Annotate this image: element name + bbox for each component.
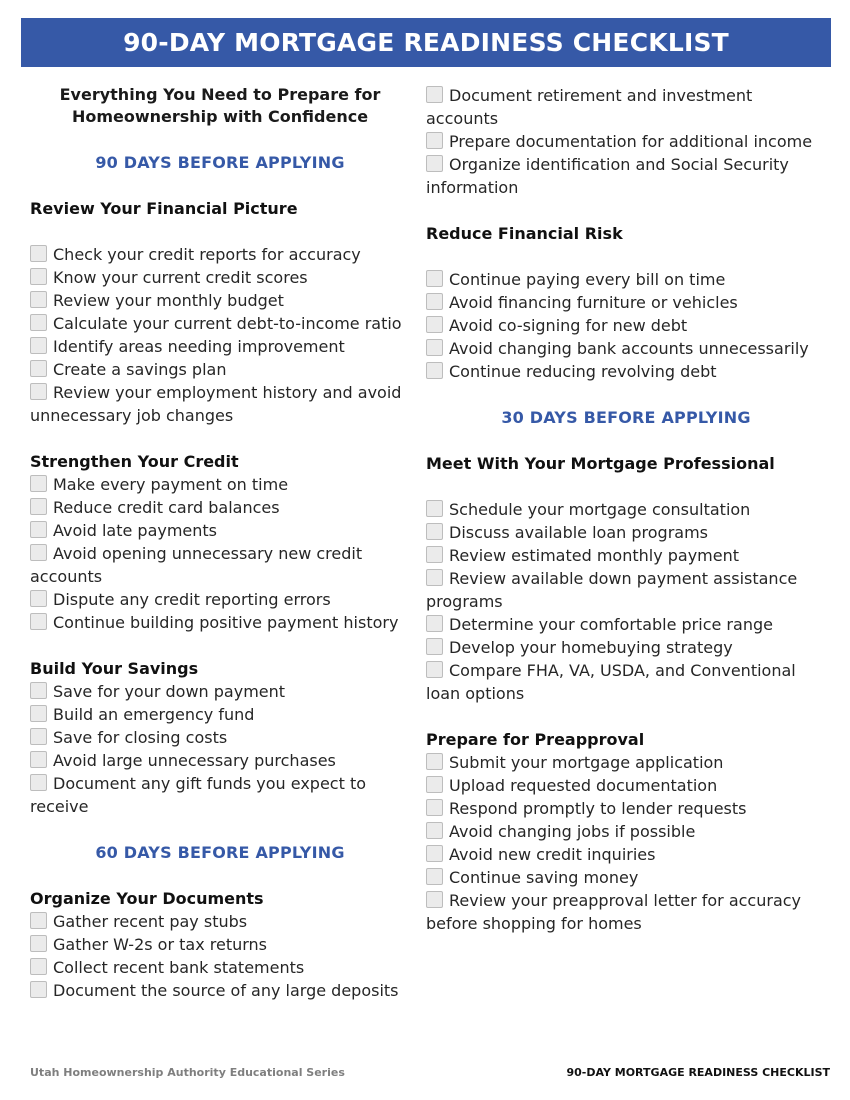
checkbox-icon[interactable] [30, 475, 47, 492]
checkbox-icon[interactable] [426, 661, 443, 678]
documents-checklist-part-1 [30, 910, 410, 1002]
checklist-item: Avoid large unnecessary purchases [30, 749, 410, 772]
checkbox-icon[interactable] [30, 935, 47, 952]
checklist-item: Reduce credit card balances [30, 496, 410, 519]
subtitle-line-2: Homeownership with Confidence [71, 107, 369, 126]
checklist-item: Develop your homebuying strategy [426, 636, 826, 659]
checkbox-icon[interactable] [30, 590, 47, 607]
checklist-item: Document retirement and investment accounts [426, 86, 753, 128]
checklist-item: Respond promptly to lender requests [426, 797, 826, 820]
checkbox-icon[interactable] [30, 682, 47, 699]
checkbox-icon[interactable] [30, 268, 47, 285]
phase-90-heading: 90 DAYS BEFORE APPLYING [95, 153, 345, 172]
checklist-item: Upload requested documentation [426, 774, 826, 797]
checkbox-icon[interactable] [30, 751, 47, 768]
checklist-item: Review estimated monthly payment [426, 544, 826, 567]
section-documents-title: Organize Your Documents [30, 889, 264, 908]
section-review-title: Review Your Financial Picture [30, 199, 298, 218]
checklist-item: Review your employment history and avoid unnecessary job changes [30, 383, 402, 425]
checklist-item: Review available down payment assistance programs [426, 569, 798, 611]
checklist-item: Document the source of any large deposits [30, 979, 410, 1002]
checkbox-icon[interactable] [426, 339, 443, 356]
meet-checklist [426, 498, 826, 705]
checklist-item: Check your credit reports for accuracy [30, 243, 410, 266]
phase-30-heading: 30 DAYS BEFORE APPLYING [501, 408, 751, 427]
checklist-item: Continue paying every bill on time [426, 268, 826, 291]
checkbox-icon[interactable] [30, 383, 47, 400]
subtitle-line-1: Everything You Need to Prepare for [59, 85, 381, 104]
footer-document-title: 90-DAY MORTGAGE READINESS CHECKLIST [566, 1066, 830, 1079]
checklist-item: Avoid changing jobs if possible [426, 820, 826, 843]
checkbox-icon[interactable] [426, 891, 443, 908]
footer-series-label: Utah Homeownership Authority Educational Series [30, 1066, 345, 1079]
checklist-item: Avoid new credit inquiries [426, 843, 826, 866]
phase-60-heading: 60 DAYS BEFORE APPLYING [95, 843, 345, 862]
checklist-item: Create a savings plan [30, 358, 410, 381]
checklist-item: Continue saving money [426, 866, 826, 889]
checkbox-icon[interactable] [30, 521, 47, 538]
checkbox-icon[interactable] [426, 270, 443, 287]
checkbox-icon[interactable] [426, 615, 443, 632]
checkbox-icon[interactable] [426, 500, 443, 517]
left-column [30, 84, 410, 1002]
document-title: 90-DAY MORTGAGE READINESS CHECKLIST [123, 28, 729, 57]
checklist-item: Avoid co-signing for new debt [426, 314, 826, 337]
checkbox-icon[interactable] [30, 245, 47, 262]
checklist-item: Prepare documentation for additional income [426, 130, 826, 153]
checklist-item: Determine your comfortable price range [426, 613, 826, 636]
checkbox-icon[interactable] [30, 498, 47, 515]
checklist-item: Avoid late payments [30, 519, 410, 542]
checklist-item: Save for closing costs [30, 726, 410, 749]
checkbox-icon[interactable] [426, 569, 443, 586]
checkbox-icon[interactable] [426, 799, 443, 816]
checklist-item: Dispute any credit reporting errors [30, 588, 410, 611]
checklist-item: Avoid financing furniture or vehicles [426, 291, 826, 314]
checklist-item: Continue reducing revolving debt [426, 360, 826, 383]
checkbox-icon[interactable] [30, 728, 47, 745]
section-credit-title: Strengthen Your Credit [30, 452, 239, 471]
section-risk-title: Reduce Financial Risk [426, 224, 623, 243]
checkbox-icon[interactable] [30, 958, 47, 975]
checkbox-icon[interactable] [30, 912, 47, 929]
documents-checklist-part-2 [426, 84, 826, 199]
checklist-item: Submit your mortgage application [426, 751, 826, 774]
preapproval-checklist [426, 751, 826, 935]
checkbox-icon[interactable] [426, 546, 443, 563]
checkbox-icon[interactable] [426, 845, 443, 862]
savings-checklist [30, 680, 410, 818]
checklist-item: Save for your down payment [30, 680, 410, 703]
checklist-item: Review your monthly budget [30, 289, 410, 312]
checkbox-icon[interactable] [426, 753, 443, 770]
checkbox-icon[interactable] [30, 613, 47, 630]
checkbox-icon[interactable] [426, 132, 443, 149]
checklist-item: Gather W-2s or tax returns [30, 933, 410, 956]
checklist-item: Schedule your mortgage consultation [426, 498, 826, 521]
checklist-item: Discuss available loan programs [426, 521, 826, 544]
checklist-item: Calculate your current debt-to-income ratio [30, 312, 410, 335]
checklist-item: Gather recent pay stubs [30, 910, 410, 933]
checklist-item: Collect recent bank statements [30, 956, 410, 979]
checkbox-icon[interactable] [426, 316, 443, 333]
checkbox-icon[interactable] [426, 86, 443, 103]
checkbox-icon[interactable] [426, 523, 443, 540]
checklist-item: Document any gift funds you expect to receive [30, 774, 367, 816]
checklist-item: Continue building positive payment history [30, 611, 410, 634]
checkbox-icon[interactable] [30, 705, 47, 722]
checkbox-icon[interactable] [426, 362, 443, 379]
section-savings-title: Build Your Savings [30, 659, 199, 678]
checklist-item: Compare FHA, VA, USDA, and Conventional loan options [426, 661, 796, 703]
checkbox-icon[interactable] [30, 291, 47, 308]
checkbox-icon[interactable] [426, 638, 443, 655]
checkbox-icon[interactable] [426, 293, 443, 310]
checkbox-icon[interactable] [30, 337, 47, 354]
right-column [426, 84, 826, 935]
risk-checklist [426, 268, 826, 383]
checklist-item: Make every payment on time [30, 473, 410, 496]
checkbox-icon[interactable] [30, 314, 47, 331]
checkbox-icon[interactable] [426, 868, 443, 885]
credit-checklist [30, 473, 410, 634]
checklist-item: Build an emergency fund [30, 703, 410, 726]
document-title-banner [21, 18, 831, 67]
section-preapproval-title: Prepare for Preapproval [426, 730, 645, 749]
checklist-item: Avoid opening unnecessary new credit accounts [30, 544, 363, 586]
checkbox-icon[interactable] [426, 822, 443, 839]
checklist-item: Avoid changing bank accounts unnecessarily [426, 337, 826, 360]
checkbox-icon[interactable] [426, 155, 443, 172]
subtitle [30, 84, 410, 128]
checkbox-icon[interactable] [30, 981, 47, 998]
checkbox-icon[interactable] [30, 544, 47, 561]
checklist-item: Know your current credit scores [30, 266, 410, 289]
checkbox-icon[interactable] [30, 774, 47, 791]
review-checklist [30, 243, 410, 427]
section-meet-title: Meet With Your Mortgage Professional [426, 454, 775, 473]
checklist-item: Identify areas needing improvement [30, 335, 410, 358]
checklist-item: Review your preapproval letter for accuracy before shopping for homes [426, 891, 802, 933]
checklist-item: Organize identification and Social Security information [426, 155, 789, 197]
checkbox-icon[interactable] [426, 776, 443, 793]
checkbox-icon[interactable] [30, 360, 47, 377]
